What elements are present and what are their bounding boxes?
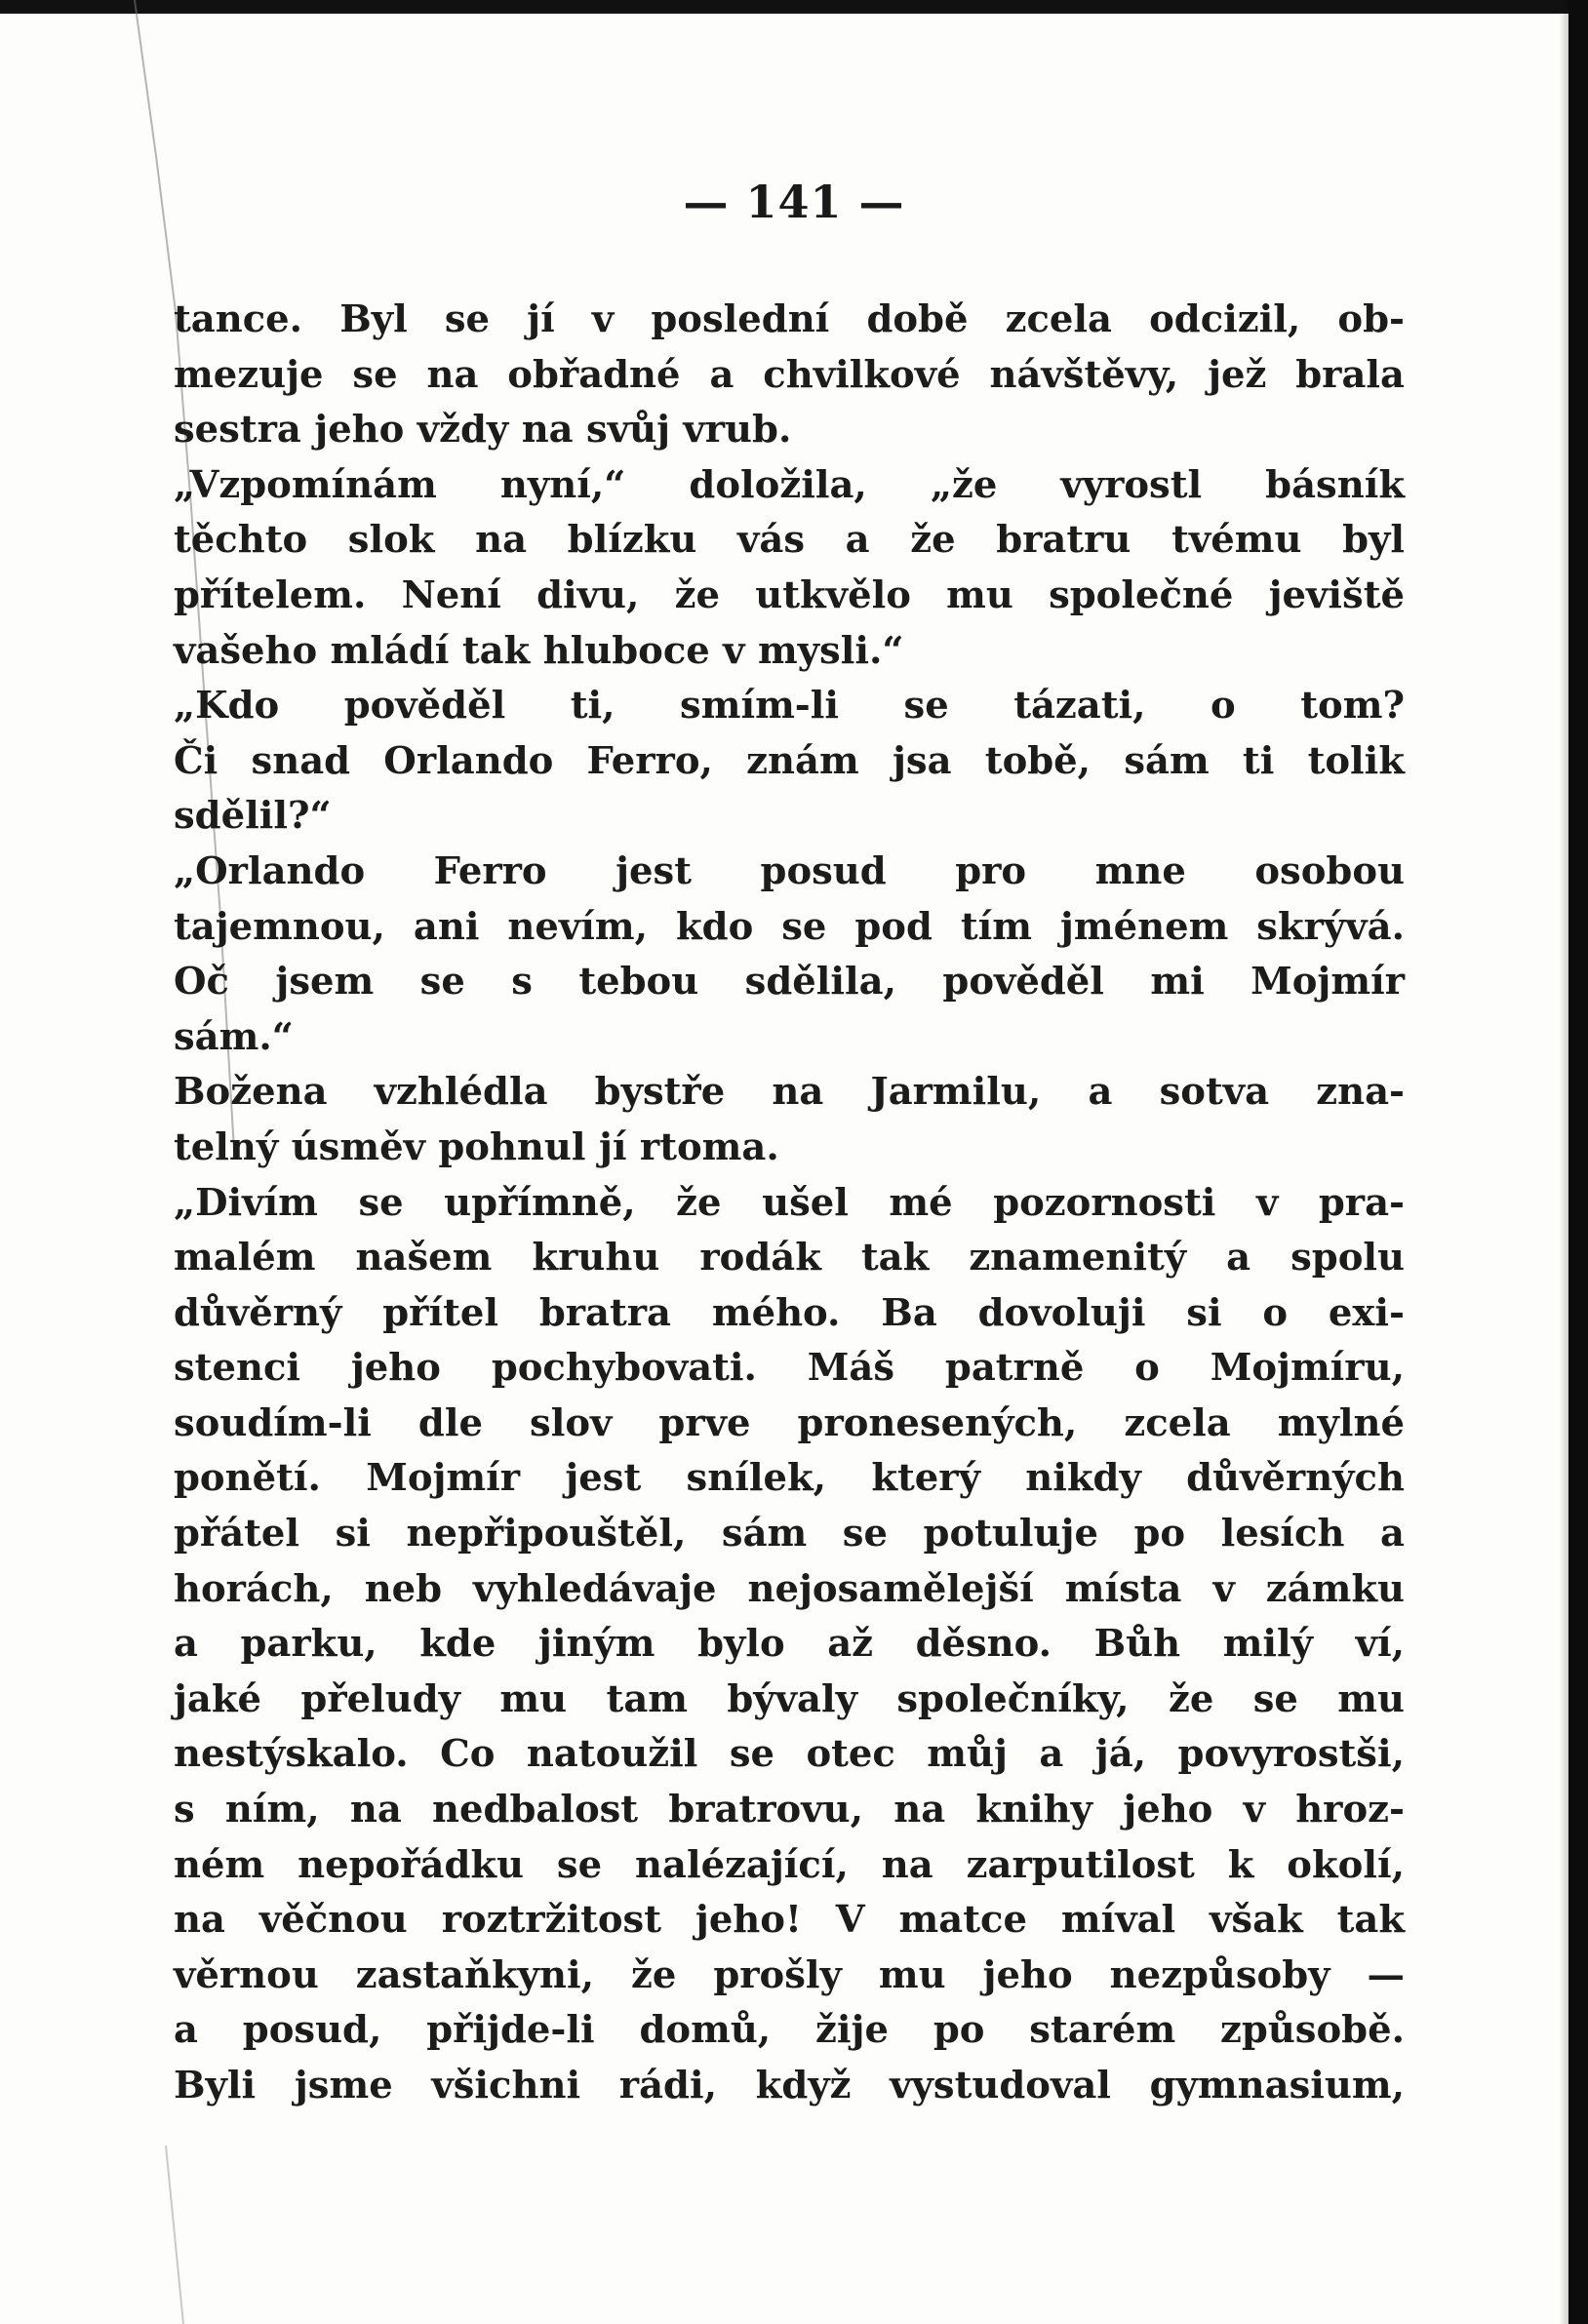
text-line: „Kdo pověděl ti, smím-li se tázati, o tom? [174,684,1405,729]
text-line: soudím-li dle slov prve pronesených, zcela mylné [174,1400,1405,1445]
text-line: přátel si nepřipouštěl, sám se potuluje po lesích a [174,1512,1405,1556]
scan-right-shadow [1559,0,1568,2324]
text-line: Byli jsme všichni rádi, když vystudoval gymnasium, [174,2064,1405,2107]
scan-right-edge [1568,0,1588,2324]
text-line: těchto slok na blízku vás a že bratru tvému byl [174,518,1405,563]
text-line: na věčnou roztržitost jeho! V matce míval však tak [174,1898,1405,1943]
text-line: přítelem. Není divu, že utkvělo mu společné jeviště [174,572,1405,617]
text-line: mezuje se na obřadné a chvilkové návštěvy, jež brala [174,352,1405,397]
text-line: tajemnou, ani nevím, kdo se pod tím jménem skrývá. [174,904,1405,949]
text-line: tance. Byl se jí v poslední době zcela odcizil, ob- [174,297,1405,341]
text-line: sdělil?“ [174,794,332,839]
text-line: Oč jsem se s tebou sdělila, pověděl mi Mojmír [174,960,1405,1004]
text-line: jaké přeludy mu tam bývaly společníky, že se mu [174,1676,1405,1721]
body-text [174,293,1405,2114]
text-line: stenci jeho pochybovati. Máš patrně o Mojmíru, [174,1346,1405,1391]
text-line: vašeho mládí tak hluboce v mysli.“ [174,628,904,673]
page-number: — 141 — [683,176,905,228]
text-line: důvěrný přítel bratra mého. Ba dovoluji si o exi- [174,1290,1405,1335]
text-line: horách, neb vyhledávaje nejosamělejší místa v zámku [174,1566,1405,1611]
text-line: „Orlando Ferro jest posud pro mne osobou [174,848,1405,893]
text-line: sám.“ [174,1014,294,1059]
text-line: věrnou zastaňkyni, že prošly mu jeho nezpůsoby — [174,1952,1405,1997]
text-line: malém našem kruhu rodák tak znamenitý a spolu [174,1236,1405,1280]
text-line: ném nepořádku se nalézající, na zarputilost k okolí, [174,1842,1405,1887]
text-line: „Divím se upřímně, že ušel mé pozornosti v pra- [174,1180,1405,1225]
text-line: Či snad Orlando Ferro, znám jsa tobě, sám ti tolik [174,738,1405,783]
text-line: ponětí. Mojmír jest snílek, který nikdy důvěrných [174,1456,1405,1501]
text-line: nestýskalo. Co natoužil se otec můj a já, povyrostši, [174,1732,1405,1777]
text-line: Božena vzhlédla bystře na Jarmilu, a sotva zna- [174,1070,1405,1115]
text-line: sestra jeho vždy na svůj vrub. [174,408,792,453]
text-line: a parku, kde jiným bylo až děsno. Bůh milý ví, [174,1622,1405,1667]
text-line: a posud, přijde-li domů, žije po starém způsobě. [174,2008,1405,2053]
text-line: telný úsměv pohnul jí rtoma. [174,1124,779,1169]
text-line: „Vzpomínám nyní,“ doložila, „že vyrostl básník [174,462,1405,507]
text-line: s ním, na nedbalost bratrovu, na knihy jeho v hroz- [174,1788,1405,1832]
